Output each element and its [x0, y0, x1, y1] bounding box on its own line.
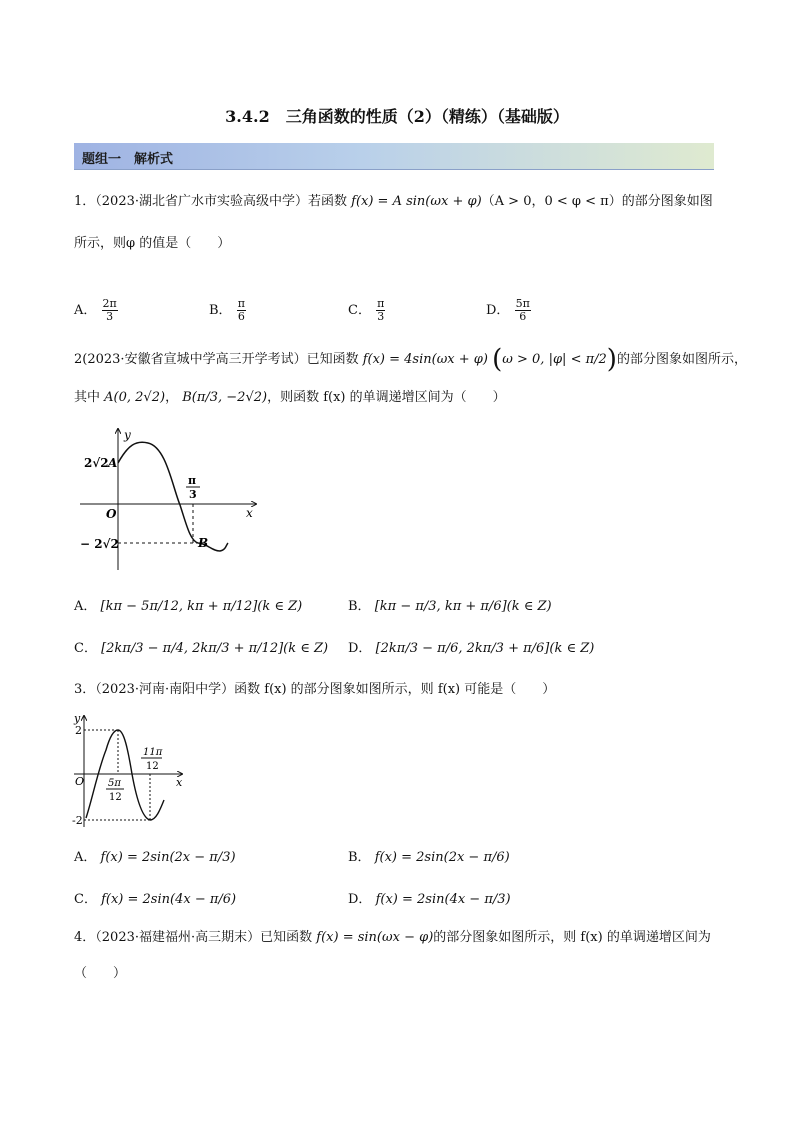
fraction: $\frac{5\pi}{6}$	[515, 297, 530, 323]
a-label: A	[108, 456, 118, 470]
section-label: 题组一 解析式	[82, 152, 174, 167]
q2-option-b[interactable]: B． [kπ − π/3, kπ + π/6](k ∈ Z)	[348, 599, 552, 614]
q1-line1	[74, 190, 713, 209]
q2-graph	[76, 425, 266, 575]
q1-source: （2023·湖北省广水市实验高级中学）若函数	[95, 194, 347, 209]
sine-curve	[118, 442, 228, 551]
page-title: 3.4.2 三角函数的性质（2）（精练）（基础版）	[225, 107, 569, 126]
neg-label: − 2√2	[80, 537, 119, 551]
q2-point-b: B(π/3, −2√2)	[182, 390, 268, 405]
q2-option-a[interactable]: A． [kπ − 5π/12, kπ + π/12](k ∈ Z)	[74, 599, 303, 614]
b-label: B	[198, 536, 209, 550]
q3-option-b[interactable]: B． f(x) = 2sin(2x − π/6)	[348, 850, 510, 865]
y-label: y	[124, 428, 131, 442]
t2-den: 12	[146, 761, 159, 772]
sine-curve	[86, 730, 164, 820]
pi-den: 3	[189, 488, 197, 501]
q1-line2: 所示，则φ 的值是（ ）	[74, 236, 231, 251]
section-header	[74, 143, 714, 170]
q3-option-a[interactable]: A． f(x) = 2sin(2x − π/3)	[74, 850, 236, 865]
q2-tail: 的部分图象如图所示，	[616, 352, 747, 367]
fraction: $\frac{\pi}{3}$	[377, 297, 385, 323]
origin-label: O	[75, 775, 85, 788]
q2-source: (2023·安徽省宣城中学高三开学考试）已知函数	[82, 352, 359, 367]
fraction: $\frac{\pi}{6}$	[237, 297, 245, 323]
q3-text: （2023·河南·南阳中学）函数 f(x) 的部分图象如图所示，则 f(x) 可能是（ ）	[95, 682, 556, 697]
x-label: x	[246, 506, 253, 520]
q3-option-c[interactable]: C． f(x) = 2sin(4x − π/6)	[74, 892, 237, 907]
q1-function: f(x) = A sin(ωx + φ)	[351, 194, 482, 209]
q2-number: 2	[74, 352, 83, 367]
pos-label: 2√2	[84, 456, 109, 470]
origin-label: O	[106, 507, 117, 521]
q2-point-a: A(0, 2√2)	[104, 390, 166, 405]
q2-line1: 2(2023·安徽省宣城中学高三开学考试）已知函数 f(x) = 4sin(ωx + φ) (ω > 0, |φ| < π/2)的部分图象如图所示，	[74, 344, 747, 375]
q2-function: f(x) = 4sin(ωx + φ)	[362, 352, 488, 367]
fraction: $\frac{2\pi}{3}$	[102, 297, 117, 323]
q1-number: 1．	[74, 194, 96, 209]
x-label: x	[176, 776, 183, 789]
q1-option-d[interactable]: D． $\frac{5\pi}{6}$	[486, 297, 530, 323]
q4-function: f(x) = sin(ωx − φ)	[316, 930, 434, 945]
q4-number: 4．	[74, 930, 96, 945]
bottom-label: -2	[72, 814, 83, 827]
q3-graph	[70, 710, 195, 830]
q1-option-c[interactable]: C． $\frac{\pi}{3}$	[348, 297, 385, 323]
q3-number: 3．	[74, 682, 96, 697]
q4-line2: （ ）	[74, 966, 127, 981]
pi-num: π	[188, 474, 197, 487]
q2-condition: ω > 0, |φ| < π/2	[502, 352, 607, 367]
q2-option-d[interactable]: D． [2kπ/3 − π/6, 2kπ/3 + π/6](k ∈ Z)	[348, 641, 595, 656]
q4-line1: 4．（2023·福建福州·高三期末）已知函数 f(x) = sin(ωx − φ)的部分图象如图所示，则 f(x) 的单调递增区间为	[74, 930, 711, 945]
q1-condition: （A > 0，0 < φ < π）的部分图象如图	[481, 194, 713, 209]
t1-num: 5π	[108, 778, 121, 789]
q3-line1	[74, 678, 555, 697]
q1-option-b[interactable]: B． $\frac{\pi}{6}$	[209, 297, 245, 323]
q3-option-d[interactable]: D． f(x) = 2sin(4x − π/3)	[348, 892, 511, 907]
q1-option-a[interactable]: A． $\frac{2\pi}{3}$	[74, 297, 117, 323]
q2-line2: 其中 A(0, 2√2)， B(π/3, −2√2)，则函数 f(x) 的单调递增区间为（ ）	[74, 390, 506, 405]
t1-den: 12	[109, 792, 122, 803]
q2-option-c[interactable]: C． [2kπ/3 − π/4, 2kπ/3 + π/12](k ∈ Z)	[74, 641, 329, 656]
top-label: 2	[75, 724, 82, 737]
y-label: y	[74, 712, 81, 725]
t2-num: 11π	[143, 747, 163, 758]
